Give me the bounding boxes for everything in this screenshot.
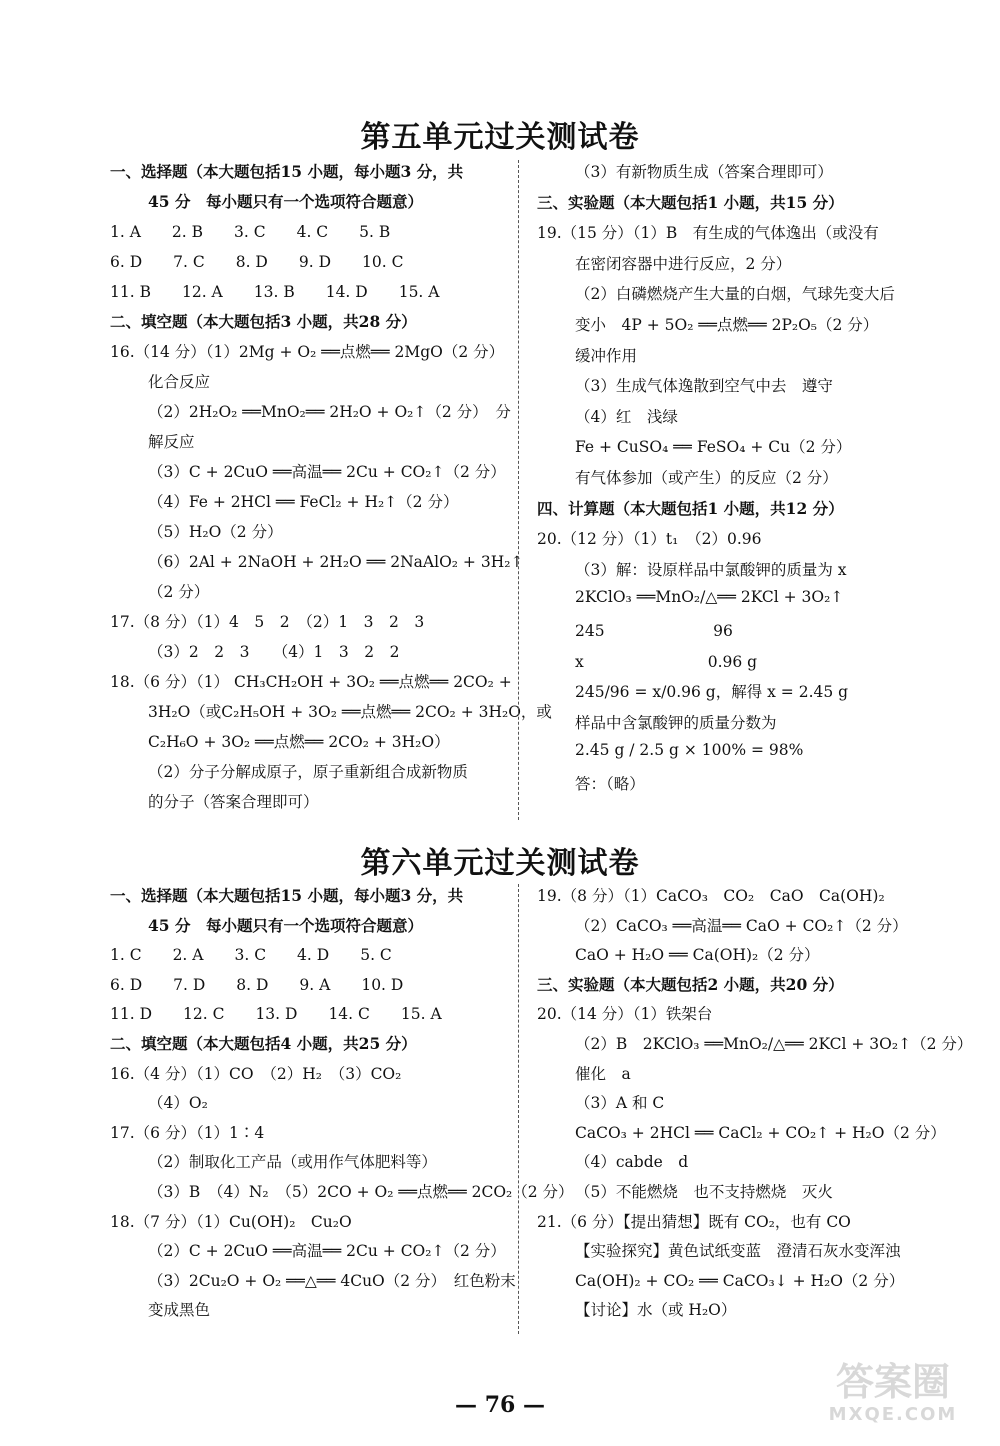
answer-line: 17.（8 分）（1）4 5 2 （2）1 3 2 3 — [110, 613, 425, 631]
answer-line: Ca(OH)₂ + CO₂ ══ CaCO₃↓ + H₂O（2 分） — [575, 1271, 905, 1290]
answer-line: 在密闭容器中进行反应，2 分） — [575, 254, 792, 273]
answer-line: 答：（略） — [575, 775, 645, 793]
answer-line: 解反应 — [148, 433, 195, 451]
answer-line: 化合反应 — [148, 373, 211, 391]
watermark-main: 答案圈 — [835, 1360, 950, 1404]
answer-line: 18.（6 分）（1） CH₃CH₂OH + 3O₂ ══点燃══ 2CO₂ + — [110, 673, 512, 691]
column-divider — [518, 160, 519, 820]
answer-line: 催化 a — [575, 1064, 631, 1083]
answer-line: 一、选择题（本大题包括15 小题，每小题3 分，共 — [110, 162, 464, 181]
answer-line: （2）B 2KClO₃ ══MnO₂/△══ 2KCl + 3O₂↑（2 分） — [575, 1035, 973, 1053]
answer-line: （2）2H₂O₂ ══MnO₂══ 2H₂O + O₂↑（2 分） 分 — [148, 403, 511, 421]
answer-line: （2）分子分解成原子，原子重新组合成新物质 — [148, 763, 468, 781]
answer-line: （3）解：设原样品中氯酸钾的质量为 x — [575, 560, 847, 579]
answer-line: （4）红 浅绿 — [575, 407, 678, 426]
answer-line: 二、填空题（本大题包括3 小题，共28 分） — [110, 312, 417, 331]
answer-line: 18.（7 分）（1）Cu(OH)₂ Cu₂O — [110, 1212, 352, 1231]
answer-line: 245/96 = x/0.96 g，解得 x = 2.45 g — [575, 683, 849, 702]
answer-line: 6. D 7. C 8. D 9. D 10. C — [110, 253, 404, 271]
answer-line: 缓冲作用 — [575, 346, 638, 365]
answer-line: 样品中含氯酸钾的质量分数为 — [575, 713, 777, 732]
answer-line: （2）C + 2CuO ══高温══ 2Cu + CO₂↑（2 分） — [148, 1242, 506, 1261]
answer-line: （4）cabde d — [575, 1153, 689, 1172]
answer-line: 11. D 12. C 13. D 14. C 15. A — [110, 1005, 442, 1024]
answer-line: （2 分） — [148, 583, 210, 601]
answer-line: 16.（14 分）（1）2Mg + O₂ ══点燃══ 2MgO（2 分） — [110, 343, 505, 361]
answer-line: 245 96 — [575, 622, 733, 640]
answer-line: 1. C 2. A 3. C 4. D 5. C — [110, 946, 392, 965]
answer-line: 6. D 7. D 8. D 9. A 10. D — [110, 975, 404, 994]
column-divider — [518, 884, 519, 1334]
answer-line: （2）制取化工产品（或用作气体肥料等） — [148, 1153, 437, 1172]
answer-line: （4）O₂ — [148, 1094, 208, 1113]
answer-line: 2KClO₃ ══MnO₂/△══ 2KCl + 3O₂↑ — [575, 588, 844, 607]
watermark — [808, 1360, 978, 1430]
page-number: — 76 — — [455, 1392, 545, 1418]
answer-line: 2.45 g / 2.5 g × 100% = 98% — [575, 741, 804, 760]
answer-line: 11. B 12. A 13. B 14. D 15. A — [110, 283, 440, 301]
answer-line: 三、实验题（本大题包括1 小题，共15 分） — [537, 192, 844, 212]
answer-line: CaCO₃ + 2HCl ══ CaCl₂ + CO₂↑ + H₂O（2 分） — [575, 1123, 946, 1142]
answer-line: 二、填空题（本大题包括4 小题，共25 分） — [110, 1034, 417, 1053]
answer-line: （6）2Al + 2NaOH + 2H₂O ══ 2NaAlO₂ + 3H₂↑ — [148, 553, 524, 571]
answer-line: 3H₂O（或C₂H₅OH + 3O₂ ══点燃══ 2CO₂ + 3H₂O，或 — [148, 703, 552, 721]
answer-line: 1. A 2. B 3. C 4. C 5. B — [110, 223, 391, 241]
answer-line: 有气体参加（或产生）的反应（2 分） — [575, 469, 838, 487]
answer-line: 一、选择题（本大题包括15 小题，每小题3 分，共 — [110, 886, 464, 905]
answer-line: 变小 4P + 5O₂ ══点燃══ 2P₂O₅（2 分） — [575, 316, 879, 334]
answer-line: （3）生成气体逸散到空气中去 遵守 — [575, 377, 833, 396]
answer-line: x 0.96 g — [575, 652, 758, 671]
answer-line: （3）2Cu₂O + O₂ ══△══ 4CuO（2 分） 红色粉末 — [148, 1271, 516, 1290]
answer-line: （3）2 2 3 （4）1 3 2 2 — [148, 643, 400, 661]
answer-line: 20.（14 分）（1）铁架台 — [537, 1005, 713, 1024]
answer-line: C₂H₆O + 3O₂ ══点燃══ 2CO₂ + 3H₂O） — [148, 733, 450, 751]
answer-line: 20.（12 分）（1）t₁ （2）0.96 — [537, 530, 762, 549]
answer-line: 四、计算题（本大题包括1 小题，共12 分） — [537, 498, 844, 518]
watermark-sub: MXQE.COM — [828, 1404, 958, 1425]
answer-line: （5）不能燃烧 也不支持燃烧 灭火 — [575, 1183, 833, 1201]
answer-line: 21.（6 分）【提出猜想】既有 CO₂，也有 CO — [537, 1212, 851, 1231]
answer-line: （3）C + 2CuO ══高温══ 2Cu + CO₂↑（2 分） — [148, 463, 506, 481]
answer-line: （2）白磷燃烧产生大量的白烟，气球先变大后 — [575, 285, 895, 304]
answer-line: （3）B （4）N₂ （5）2CO + O₂ ══点燃══ 2CO₂（2 分） — [148, 1183, 574, 1201]
answer-line: 19.（15 分）（1）B 有生成的气体逸出（或没有 — [537, 224, 879, 243]
answer-line: （3）有新物质生成（答案合理即可） — [575, 163, 833, 181]
answer-line: Fe + CuSO₄ ══ FeSO₄ + Cu（2 分） — [575, 438, 852, 457]
answer-line: （2）CaCO₃ ══高温══ CaO + CO₂↑（2 分） — [575, 916, 908, 935]
answer-line: 17.（6 分）（1）1∶4 — [110, 1123, 265, 1142]
answer-line: 【讨论】水（或 H₂O） — [575, 1301, 737, 1320]
answer-line: CaO + H₂O ══ Ca(OH)₂（2 分） — [575, 946, 820, 965]
unit5-title: 第五单元过关测试卷 — [360, 120, 640, 155]
answer-line: 19.（8 分）（1）CaCO₃ CO₂ CaO Ca(OH)₂ — [537, 887, 885, 905]
answer-line: 变成黑色 — [148, 1301, 211, 1320]
answer-line: （5）H₂O（2 分） — [148, 523, 283, 541]
answer-line: （4）Fe + 2HCl ══ FeCl₂ + H₂↑（2 分） — [148, 493, 459, 511]
answer-line: （3）A 和 C — [575, 1094, 665, 1113]
answer-line: 【实验探究】黄色试纸变蓝 澄清石灰水变浑浊 — [575, 1242, 901, 1261]
answer-line: 16.（4 分）（1）CO （2）H₂ （3）CO₂ — [110, 1064, 402, 1083]
answer-line: 45 分 每小题只有一个选项符合题意） — [148, 192, 423, 211]
answer-line: 三、实验题（本大题包括2 小题，共20 分） — [537, 974, 844, 994]
unit6-title: 第六单元过关测试卷 — [360, 846, 640, 881]
answer-line: 45 分 每小题只有一个选项符合题意） — [148, 915, 423, 935]
answer-line: 的分子（答案合理即可） — [148, 793, 319, 811]
